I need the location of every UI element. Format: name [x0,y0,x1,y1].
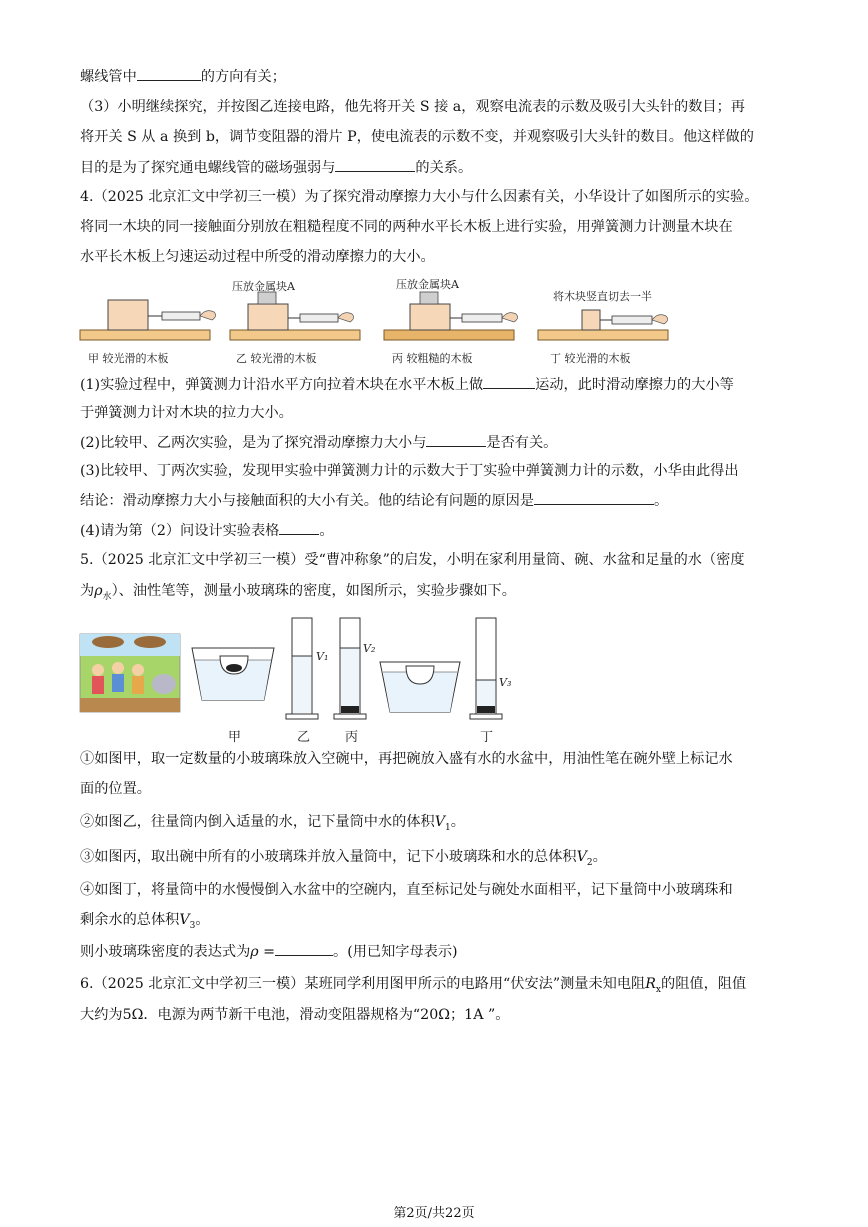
answer-blank[interactable] [335,157,415,172]
q3-part3-line: （3）小明继续探究，并按图乙连接电路，他先将开关 S 接 a，观察电流表的示数及吸引大头针的数目；再 [80,99,745,115]
q5-step1: ①如图甲，取一定数量的小玻璃珠放入空碗中，再把碗放入盛有水的水盆中，用油性笔在碗外壁上标记水 [80,751,733,767]
q4-sub3: (3)比较甲、丁两次实验，发现甲实验中弹簧测力计的示数大于丁实验中弹簧测力计的示数，小华由此得出 [80,463,739,479]
q6-intro: 大约为5Ω．电源为两节新干电池，滑动变阻器规格为“20Ω；1A ”。 [80,1007,510,1023]
q4-sub4: (4)请为第（2）问设计实验表格 。 [80,520,792,541]
answer-blank[interactable] [275,941,333,956]
q5-expression: 则小玻璃珠密度的表达式为ρ = 。(用已知字母表示) [80,941,792,962]
volume-label: V₁ [316,650,329,663]
figure-top-label: 压放金属块A [232,280,295,293]
q4-intro: 4.（2025 北京汇文中学初三一模）为了探究滑动摩擦力大小与什么因素有关，小华设计了如图所示的实验。 [80,189,759,205]
density-experiment-figure [78,612,518,724]
q5-step1: 面的位置。 [80,781,151,797]
answer-blank[interactable] [534,490,654,505]
q5-step2: ②如图乙，往量筒内倒入适量的水，记下量筒中水的体积$V_1$。 [80,814,465,833]
answer-blank[interactable] [137,66,201,81]
answer-blank[interactable] [279,520,319,535]
q5-intro: 5.（2025 北京汇文中学初三一模）受“曹冲称象”的启发，小明在家利用量筒、碗、水盆和足量的水（密度 [80,552,745,568]
page-footer: 第2页/共22页 [393,1206,475,1221]
figure-caption: 丁 较光滑的木板 [550,352,631,365]
q4-intro: 将同一木块的同一接触面分别放在粗糙程度不同的两种水平长木板上进行实验，用弹簧测力计测量木块在 [80,219,733,235]
q4-sub1: 于弹簧测力计对木块的拉力大小。 [80,405,293,421]
figure-caption: 丙 [345,730,359,745]
q4-sub3: 结论：滑动摩擦力大小与接触面积的大小有关。他的结论有问题的原因是 。 [80,490,792,511]
figure-caption: 乙 [297,730,311,745]
figure-caption: 乙 较光滑的木板 [236,352,317,365]
answer-blank[interactable] [426,432,486,447]
q4-sub2: (2)比较甲、乙两次实验，是为了探究滑动摩擦力大小与 是否有关。 [80,432,792,453]
figure-top-label: 将木块竖直切去一半 [553,290,652,303]
q5-step4: ④如图丁，将量筒中的水慢慢倒入水盆中的空碗内，直至标记处与碗处水面相平，记下量筒中小玻璃珠和 [80,882,733,898]
volume-label: V₂ [363,642,376,655]
q3-line: 螺线管中 的方向有关； [80,66,792,87]
volume-label: V₃ [499,676,512,689]
figure-caption: 丙 较粗糙的木板 [392,352,473,365]
q5-step3: ③如图丙，取出碗中所有的小玻璃珠并放入量筒中，记下小玻璃珠和水的总体积$V_2$。 [80,849,607,868]
q5-step4: 剩余水的总体积$V_3$。 [80,912,210,931]
q3-part3-line: 将开关 S 从 a 换到 b，调节变阻器的滑片 P，使电流表的示数不变，并观察吸引大头针的数目。他这样做的 [80,129,754,145]
q3-part3-line: 目的是为了探究通电螺线管的磁场强弱与 的关系。 [80,157,792,178]
q5-intro: 为$\rho_水$）、油性笔等，测量小玻璃珠的密度，如图所示，实验步骤如下。 [80,583,516,602]
figure-caption: 甲 较光滑的木板 [88,352,169,365]
q6-intro: 6.（2025 北京汇文中学初三一模）某班同学利用图甲所示的电路用“伏安法”测量未知电阻$R_x$的阻值，阻值 [80,976,747,995]
answer-blank[interactable] [483,374,535,389]
figure-caption: 甲 [228,730,242,745]
figure-top-label: 压放金属块A [396,278,459,291]
q4-intro: 水平长木板上匀速运动过程中所受的滑动摩擦力的大小。 [80,249,435,265]
figure-caption: 丁 [480,730,494,745]
q4-sub1: (1)实验过程中，弹簧测力计沿水平方向拉着木块在水平木板上做 运动，此时滑动摩擦力的大小等 [80,374,792,395]
